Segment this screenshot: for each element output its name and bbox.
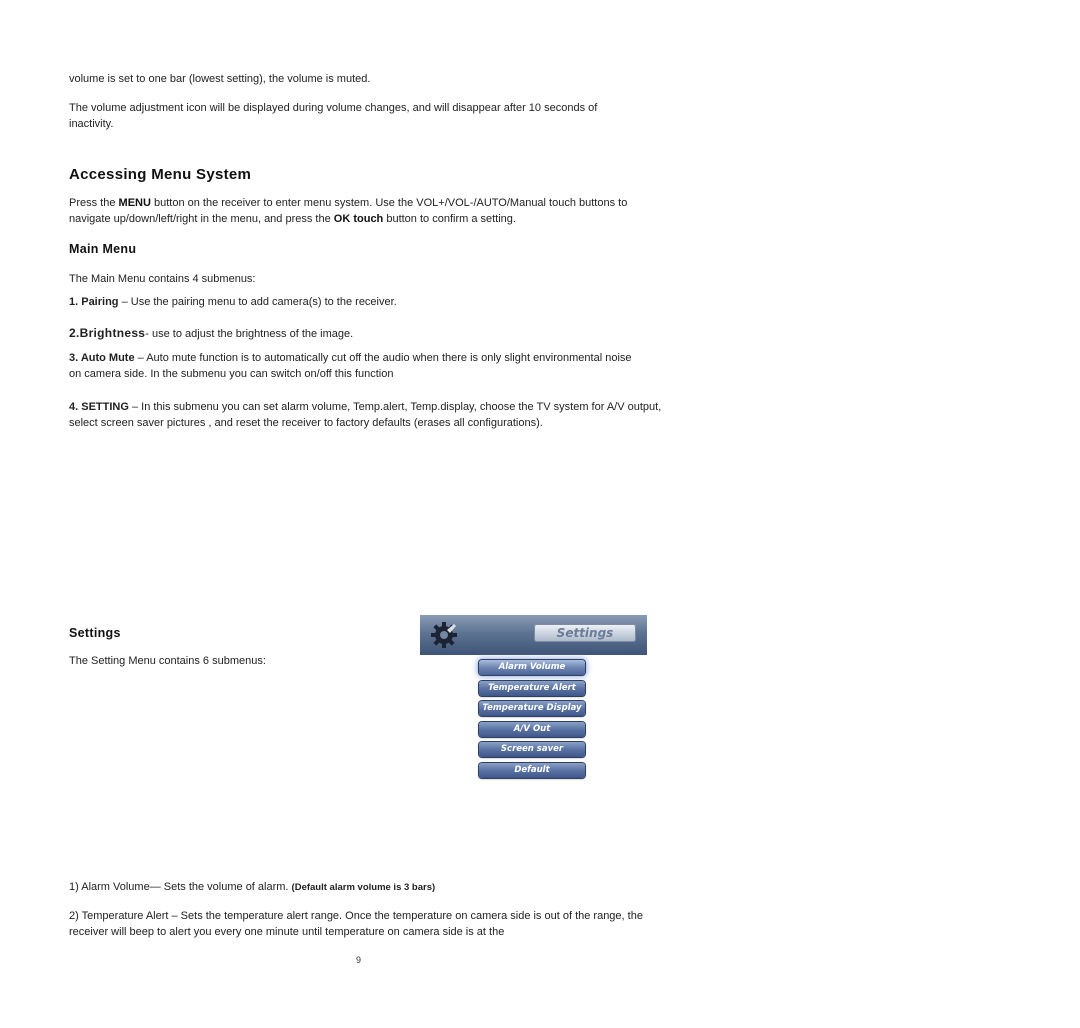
brightness-text: - use to adjust the brightness of the image. xyxy=(145,328,354,340)
menu-item-alarm-volume: Alarm Volume xyxy=(479,660,585,675)
accessing-text-mid: button on the receiver to enter menu system. Use the VOL+/VOL-/AUTO/Manual touch buttons to navigate up/down/left/right in the menu, and press the xyxy=(69,197,628,225)
menu-item-av-out: A/V Out xyxy=(479,722,585,737)
menu-keyword: MENU xyxy=(118,197,151,209)
menu-item-screen-saver: Screen saver xyxy=(479,742,585,757)
gear-icon xyxy=(430,621,458,649)
temperature-alert-description: 2) Temperature Alert – Sets the temperature alert range. Once the temperature on camera side is out of the range, the receiver will beep to alert you every one minute until temperature on camera side is at the xyxy=(69,910,643,938)
main-menu-item-auto-mute xyxy=(69,350,634,382)
ok-touch-keyword: OK touch xyxy=(333,213,384,225)
main-menu-heading: Main Menu xyxy=(69,242,137,256)
menu-item-temperature-display: Temperature Display xyxy=(479,701,585,716)
setting-text: – In this submenu you can set alarm volume, Temp.alert, Temp.display, choose the TV system for A/V output, select screen saver pictures , and reset the receiver to factory defaults (erases all configurations). xyxy=(69,401,662,429)
settings-menu-header xyxy=(420,615,647,655)
accessing-text-post: button to confirm a setting. xyxy=(383,213,516,225)
accessing-menu-heading: Accessing Menu System xyxy=(69,166,252,183)
menu-item-temperature-alert: Temperature Alert xyxy=(479,681,585,696)
accessing-text-pre: Press the xyxy=(69,197,119,209)
pairing-text: – Use the pairing menu to add camera(s) to the receiver. xyxy=(118,296,397,308)
alarm-volume-description xyxy=(69,879,669,896)
alarm-volume-text: 1) Alarm Volume— Sets the volume of alarm. xyxy=(69,881,292,893)
pairing-label: 1. Pairing xyxy=(69,296,119,308)
main-menu-item-brightness xyxy=(69,325,669,342)
auto-mute-text: – Auto mute function is to automatically cut off the audio when there is only slight environmental noise on camera side. In the submenu you can switch on/off this function xyxy=(69,352,632,380)
brightness-label: 2.Brightness xyxy=(69,326,146,340)
main-menu-item-setting xyxy=(69,399,669,431)
settings-intro: The Setting Menu contains 6 submenus: xyxy=(69,655,266,667)
alarm-volume-default-note: (Default alarm volume is 3 bars) xyxy=(291,882,436,893)
settings-menu-list xyxy=(479,660,585,784)
accessing-menu-paragraph xyxy=(69,195,669,227)
main-menu-item-pairing xyxy=(69,294,669,310)
settings-title-pill: Settings xyxy=(534,624,636,642)
main-menu-intro: The Main Menu contains 4 submenus: xyxy=(69,273,256,285)
page-number: 9 xyxy=(356,955,362,965)
setting-label: 4. SETTING xyxy=(69,401,129,413)
auto-mute-label: 3. Auto Mute xyxy=(69,352,135,364)
intro-line-2: The volume adjustment icon will be displayed during volume changes, and will disappear after 10 seconds of inactivity. xyxy=(69,102,598,130)
intro-line-1: volume is set to one bar (lowest setting), the volume is muted. xyxy=(69,73,371,85)
settings-heading: Settings xyxy=(69,626,121,640)
menu-item-default: Default xyxy=(479,763,585,778)
